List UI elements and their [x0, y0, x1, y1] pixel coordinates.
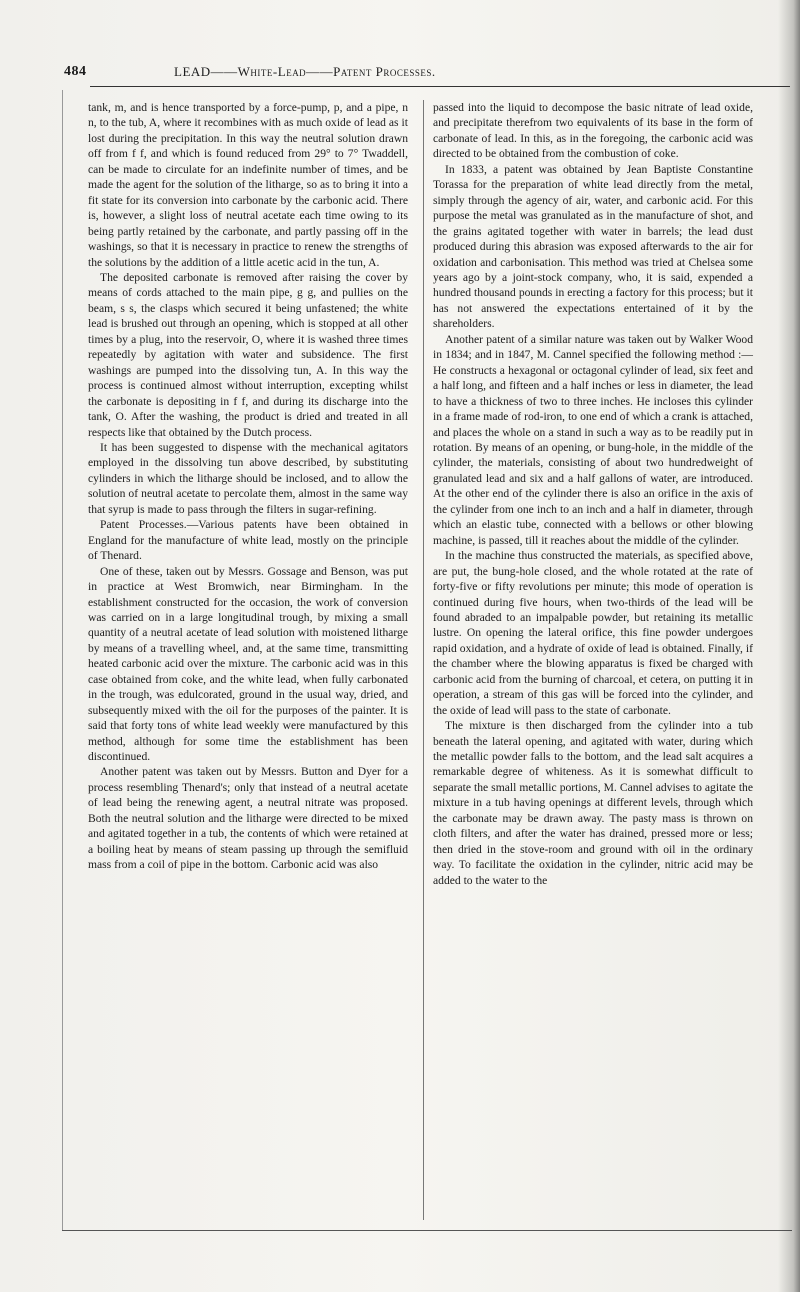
paragraph: In 1833, a patent was obtained by Jean Baptiste Constantine Torassa for the preparation of white lead directly from the metal, simply through the agency of air, water, and carbonic acid. For this purpose the metal was granulated as in the manufacture of shot, and the grains agitated together with water in barrels; the lead dust produced during this abrasion was exposed afterwards to the air for oxidation and carbonisation. This method was tried at Chelsea some years ago by a joint-stock company, who, it is said, expended a hundred thousand pounds in erecting a factory for this process; but it has not answered the expectations entertained of it by the shareholders.	[433, 162, 753, 331]
paragraph: Another patent was taken out by Messrs. Button and Dyer for a process resembling Thenard's; only that instead of a neutral acetate of lead being the renewing agent, a neutral nitrate was proposed. Both the neutral solution and the litharge were directed to be mixed and agitated together in a tub, the contents of which were retained at a boiling heat by means of steam passing up through the semifluid mass from a coil of pipe in the bottom. Carbonic acid was also	[88, 765, 408, 872]
page-edge-shadow	[778, 0, 800, 1292]
paragraph: In the machine thus constructed the materials, as specified above, are put, the bung-hole closed, and the whole rotated at the rate of forty-five or fifty revolutions per minute; this mode of operation is continued during five hours, when two-thirds of the lead will be found abraded to an impalpable powder, but retaining its metallic lustre. On opening the lateral orifice, this fine powder undergoes rapid oxidation, and a hydrate of oxide of lead is obtained. Finally, if the chamber where the blowing apparatus is fixed be charged with carbonic acid from the burning of charcoal, et cetera, on putting it in operation, a stream of this gas will be forced into the cylinder, and the oxide of lead will pass to the state of carbonate.	[433, 549, 753, 717]
page-number: 484	[64, 64, 87, 79]
paragraph: Another patent of a similar nature was taken out by Walker Wood in 1834; and in 1847, M. Cannel specified the following method :—He constructs a hexagonal or octagonal cylinder of lead, six feet and a half long, and fifteen and a half inches or less in diameter, the lead to have a thickness of two to three inches. He incloses this cylinder in a frame made of rod-iron, to one end of which a crank is attached, and places the whole on a stand in such a way as to be readily put in rotation. By means of an opening, or bung-hole, in the middle of the cylinder, the materials, consisting of about two hundredweight of granulated lead and six and a half gallons of water, are introduced. At the other end of the cylinder there is also an orifice in the axis of the cylinder from one inch to an inch and a half in diameter, through which an elastic tube, connected with a bellows or other blowing machine, is passed, till it reaches about the middle of the cylinder.	[433, 332, 753, 547]
page-header	[64, 64, 764, 88]
right-column	[433, 100, 753, 888]
paragraph: One of these, taken out by Messrs. Gossage and Benson, was put in practice at West Bromwich, near Birmingham. In the establishment constructed for the occasion, the work of conversion was carried on in a large longitudinal trough, by mixing a small quantity of a neutral acetate of lead solution with moistened litharge by means of a travelling wheel, and, at the same time, transmitting heated carbonic acid over the mixture. The carbonic acid was in this case obtained from coke, and the white lead, when fully carbonated in the trough, was edulcorated, ground in the usual way, dried, and subsequently mixed with the oil for the purposes of the painter. It is said that forty tons of white lead weekly were manufactured by this method, although for some time the establishment has been discontinued.	[88, 564, 408, 764]
paragraph: passed into the liquid to decompose the basic nitrate of lead oxide, and precipitate therefrom two equivalents of its base in the form of carbonate of lead. In this, as in the foregoing, the carbonic acid was directed to be obtained from the combustion of coke.	[433, 101, 753, 161]
header-rule	[90, 86, 790, 87]
paragraph: tank, m, and is hence transported by a force-pump, p, and a pipe, n n, to the tub, A, where it recombines with as much oxide of lead as it lost during the precipitation. In this way the neutral solution drawn off from f f, and which is found reduced from 29° to 7° Twaddell, can be made to circulate for an indefinite number of times, and be made the agent for the solution of the litharge, so as to bring it into a fit state for its conversion into carbonate by the carbonic acid. There is, however, a slight loss of neutral acetate each time owing to its being partly retained by the carbonate, and partly passing off in the washings, so that it is necessary in practice to renew the strengths of the solutions by the addition of a little acetic acid in the tun, A.	[88, 101, 408, 269]
paragraph: It has been suggested to dispense with the mechanical agitators employed in the dissolving tun above described, by substituting cylinders in which the litharge should be inclosed, and to allow the solution of neutral acetate to percolate them, almost in the same way that syrup is made to pass through the filters in sugar-refining.	[88, 440, 408, 516]
paragraph: The deposited carbonate is removed after raising the cover by means of cords attached to the main pipe, g g, and pullies on the beam, s s, the clasps which secured it being unfastened; the white lead is brushed out through an opening, which is stopped at all other times by a plug, into the reservoir, O, where it is washed three times repeatedly by agitation with water and subsidence. The first washings are pumped into the dissolving tun, A. In this way the process is continued almost without interruption, excepting whilst the carbonate is depositing in f f, and during its discharge into the tank, O. After the washing, the product is dried and treated in all respects like that obtained by the Dutch process.	[88, 270, 408, 439]
paragraph: Patent Processes.—Various patents have been obtained in England for the manufacture of white lead, mostly on the principle of Thenard.	[88, 518, 408, 563]
margin-rule	[62, 90, 63, 1230]
running-head: LEAD——White-Lead——Patent Processes.	[174, 64, 436, 79]
bottom-rule	[62, 1230, 792, 1231]
paragraph: The mixture is then discharged from the cylinder into a tub beneath the lateral opening, and agitated with water, during which the metallic powder falls to the bottom, and the lead salt acquires a remarkable degree of whiteness. As it is somewhat difficult to separate the small metallic portions, M. Cannel advises to agitate the mixture in a tub having openings at different levels, through which the carbonate may be drawn away. The pasty mass is thrown on cloth filters, and after the water has drained, pressed more or less; then dried in the stove-room and ground with oil in the ordinary way. To facilitate the oxidation in the cylinder, nitric acid may be added to the water to the	[433, 719, 753, 887]
column-divider	[423, 100, 424, 1220]
left-column	[88, 100, 408, 873]
